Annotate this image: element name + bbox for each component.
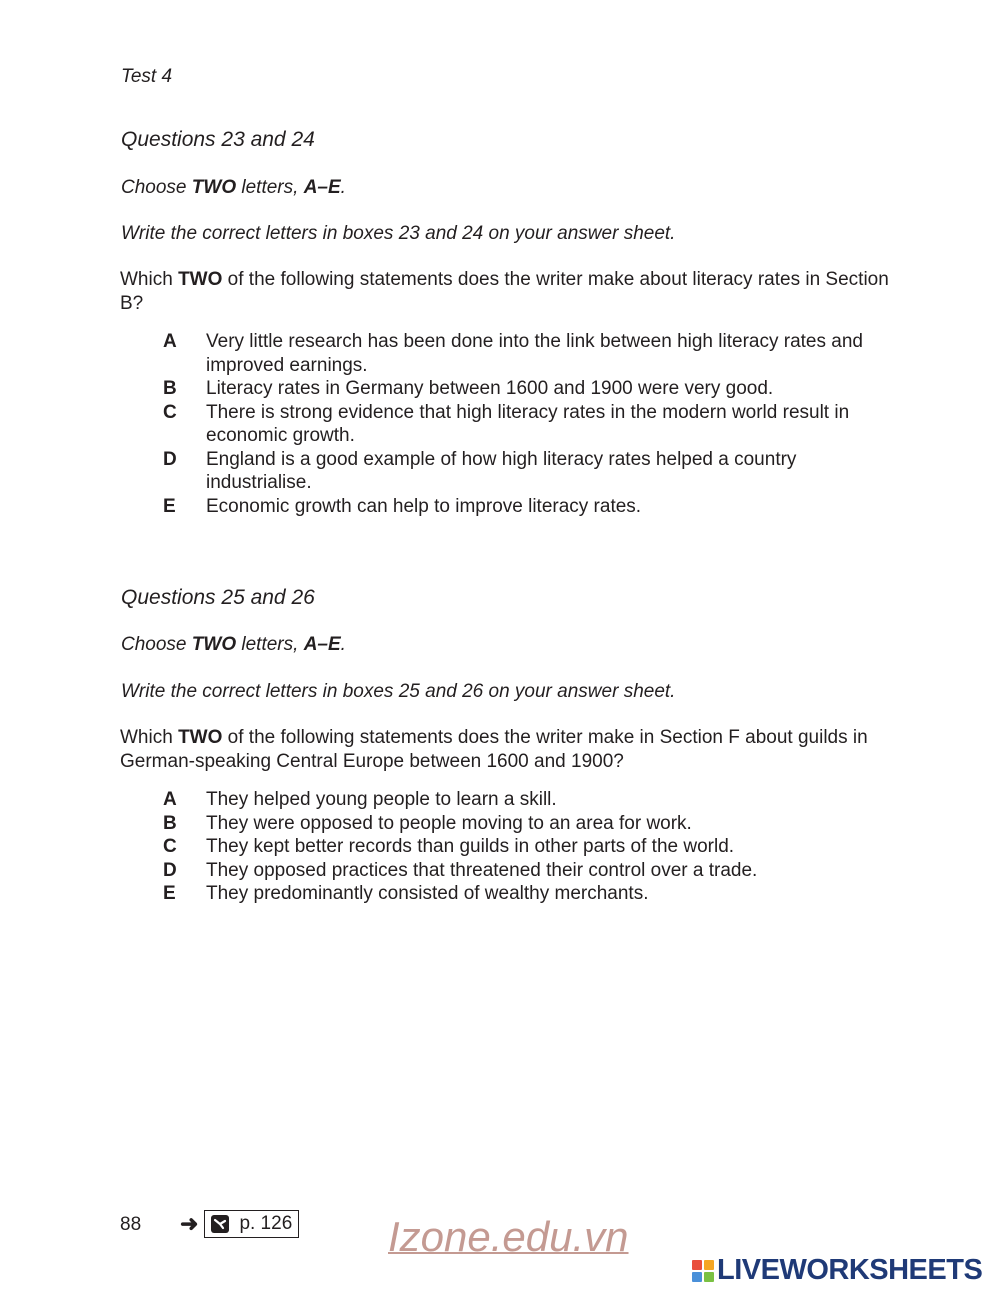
option-text: They predominantly consisted of wealthy merchants. — [206, 883, 649, 904]
instruction-text: Choose — [121, 634, 192, 655]
option-text: They were opposed to people moving to an area for work. — [206, 812, 692, 834]
page-ref-box[interactable] — [204, 1210, 299, 1238]
option-list — [163, 330, 903, 518]
running-head: Test 4 — [121, 66, 173, 87]
watermark-link[interactable]: Izone.edu.vn — [388, 1213, 629, 1260]
option-text: Literacy rates in Germany between 1600 and 1900 were very good. — [206, 378, 774, 399]
option-list — [163, 788, 903, 906]
page-ref-text: p. 126 — [239, 1213, 293, 1234]
option-item — [163, 377, 903, 401]
option-item — [163, 788, 903, 812]
brand-tile — [704, 1272, 714, 1282]
option-letter: B — [163, 378, 177, 399]
option-item — [163, 859, 903, 883]
option-letter: C — [163, 401, 177, 423]
answer-key-icon — [211, 1215, 229, 1233]
right-arrow-icon: ➜ — [180, 1211, 199, 1236]
question-stem — [120, 268, 900, 316]
option-item — [163, 448, 903, 495]
instruction-text: . — [340, 177, 346, 198]
instruction-choose — [121, 177, 346, 199]
instruction-emphasis: A–E — [303, 634, 341, 655]
option-text: They kept better records than guilds in other parts of the world. — [206, 836, 735, 857]
option-item — [163, 812, 903, 836]
option-letter: A — [163, 331, 177, 352]
instruction-text: letters, — [236, 634, 304, 655]
instruction-write: Write the correct letters in boxes 25 and 26 on your answer sheet. — [121, 681, 676, 702]
brand-logo[interactable] — [692, 1254, 982, 1287]
answer-key-reference[interactable] — [180, 1210, 299, 1238]
instruction-emphasis: A–E — [303, 177, 341, 198]
option-item — [163, 882, 903, 906]
instruction-write: Write the correct letters in boxes 23 and 24 on your answer sheet. — [121, 223, 676, 244]
option-text: Very little research has been done into the link between high literacy rates and improved earnings. — [206, 331, 863, 376]
question-stem — [120, 726, 900, 774]
instruction-emphasis: TWO — [191, 634, 237, 655]
stem-text: Which — [120, 727, 179, 748]
option-item — [163, 401, 903, 448]
option-text: There is strong evidence that high literacy rates in the modern world result in economic growth. — [206, 401, 850, 446]
stem-text: Which — [120, 269, 179, 290]
option-item — [163, 835, 903, 859]
option-letter: B — [163, 812, 177, 834]
instruction-choose — [121, 634, 346, 656]
instruction-text: letters, — [236, 177, 304, 198]
option-letter: A — [163, 789, 177, 810]
brand-tile — [704, 1260, 714, 1270]
stem-emphasis: TWO — [178, 269, 223, 290]
instruction-text: . — [340, 634, 346, 655]
instruction-text: Choose — [121, 177, 192, 198]
option-letter: D — [163, 448, 177, 470]
brand-name: LIVEWORKSHEETS — [717, 1254, 983, 1286]
option-letter: E — [163, 883, 176, 904]
section-heading: Questions 25 and 26 — [121, 586, 315, 609]
option-text: Economic growth can help to improve literacy rates. — [206, 495, 642, 517]
instruction-emphasis: TWO — [191, 177, 237, 198]
brand-tile — [692, 1260, 702, 1270]
option-item — [163, 495, 903, 519]
brand-grid-icon — [692, 1260, 714, 1282]
option-text: They helped young people to learn a skill. — [206, 789, 557, 810]
page-number: 88 — [120, 1214, 142, 1235]
brand-tile — [692, 1272, 702, 1282]
option-text: England is a good example of how high literacy rates helped a country industrialise. — [206, 448, 797, 493]
option-text: They opposed practices that threatened their control over a trade. — [206, 859, 758, 881]
stem-emphasis: TWO — [178, 727, 223, 748]
option-letter: D — [163, 859, 177, 881]
stem-text: of the following statements does the writer make in Section F about guilds in German-speaking Central Europe between 1600 and 1900? — [120, 727, 868, 772]
option-letter: E — [163, 495, 176, 517]
option-letter: C — [163, 836, 177, 857]
stem-text: of the following statements does the writer make about literacy rates in Section B? — [120, 269, 889, 314]
option-item — [163, 330, 903, 377]
section-heading: Questions 23 and 24 — [121, 128, 315, 151]
